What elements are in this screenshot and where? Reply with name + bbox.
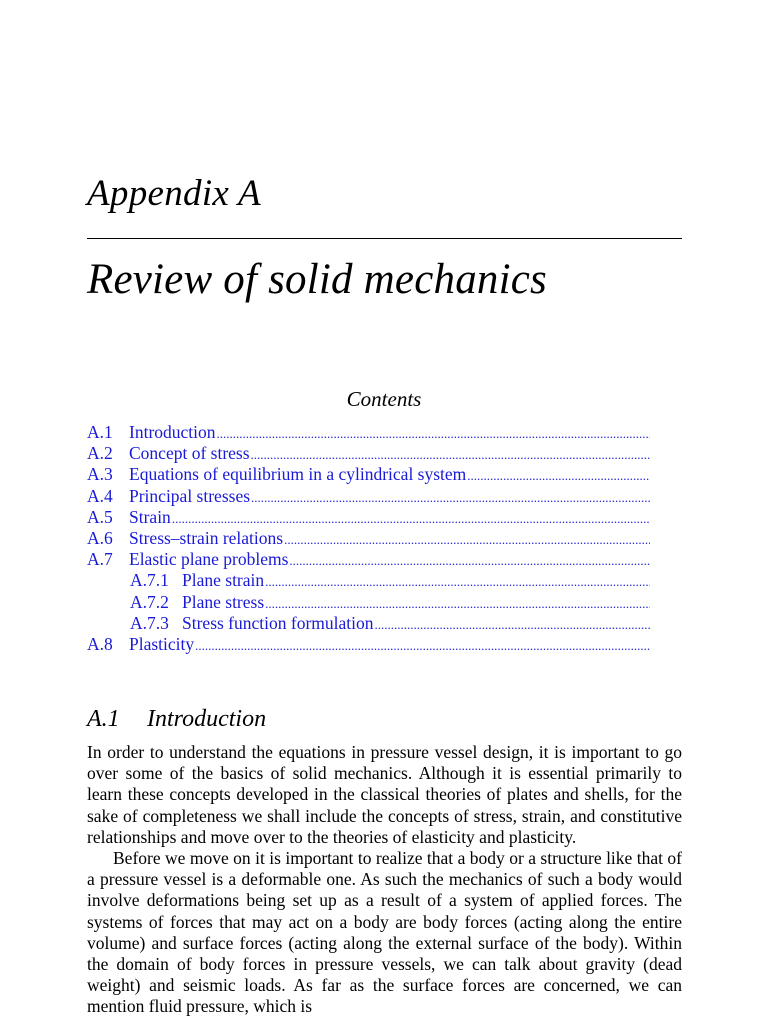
toc-entry-title: Equations of equilibrium in a cylindrical system	[129, 464, 467, 485]
toc-dot-leader	[467, 465, 650, 486]
toc-entry-number: A.8	[87, 633, 113, 654]
section-body	[87, 742, 682, 1018]
toc-entry-number: A.3	[87, 464, 113, 485]
toc-entry-title: Stress–strain relations	[129, 527, 284, 548]
toc-entry-a7-1[interactable]	[87, 570, 650, 591]
toc-entry-number: A.7	[87, 549, 113, 570]
toc-entry-number: A.5	[87, 506, 113, 527]
toc-dot-leader	[265, 571, 650, 592]
toc-dot-leader	[195, 635, 650, 656]
toc-entry-a1[interactable]	[87, 422, 650, 443]
body-paragraph: In order to understand the equations in pressure vessel design, it is important to go over some of the basics of solid mechanics. Although it is essential primarily to learn these concepts developed in the classical theories of plates and shells, for the sake of completeness we shall include the concepts of stress, strain, and constitutive relationships and move over to the theories of elasticity and plasticity.	[87, 742, 682, 847]
toc-entry-title: Introduction	[129, 422, 216, 442]
toc-dot-leader	[251, 487, 650, 508]
section-number: A.1	[87, 706, 120, 732]
section-heading	[87, 704, 266, 734]
toc-entry-number: A.7.1	[130, 570, 169, 591]
toc-entry-number: A.1	[87, 422, 113, 442]
body-paragraph: Before we move on it is important to realize that a body or a structure like that of a pressure vessel is a deformable one. As such the mechanics of such a body would involve deformations being set up as a result of a system of applied forces. The systems of forces that may act on a body are body forces (acting along the entire volume) and surface forces (acting along the external surface of the body). Within the domain of body forces in pressure vessels, we can talk about gravity (dead weight) and seismic loads. As far as the surface forces are concerned, we can mention fluid pressure, which is	[87, 848, 682, 1017]
toc-dot-leader	[265, 593, 650, 614]
toc-entry-a4[interactable]	[87, 486, 650, 507]
toc-dot-leader	[251, 444, 650, 465]
toc-dot-leader	[284, 529, 650, 550]
toc-dot-leader	[217, 423, 650, 444]
toc-entry-title: Plasticity	[129, 633, 195, 654]
table-of-contents	[87, 422, 650, 655]
toc-dot-leader	[289, 550, 650, 571]
toc-dot-leader	[172, 508, 650, 529]
title-divider	[87, 238, 682, 239]
toc-entry-a8[interactable]	[87, 634, 650, 655]
toc-entry-title: Plane stress	[182, 591, 265, 612]
toc-dot-leader	[375, 614, 650, 635]
appendix-label: Appendix A	[87, 173, 261, 214]
chapter-title: Review of solid mechanics	[87, 256, 547, 303]
toc-entry-number: A.2	[87, 443, 113, 464]
toc-entry-title: Concept of stress	[129, 443, 250, 464]
toc-entry-title: Elastic plane problems	[129, 549, 289, 570]
toc-entry-title: Principal stresses	[129, 485, 251, 506]
toc-entry-a7-3[interactable]	[87, 613, 650, 634]
toc-entry-a2[interactable]	[87, 443, 650, 464]
toc-entry-number: A.6	[87, 527, 113, 548]
contents-heading: Contents	[346, 387, 422, 411]
toc-entry-title: Plane strain	[182, 570, 265, 591]
toc-entry-a7[interactable]	[87, 549, 650, 570]
toc-entry-a3[interactable]	[87, 464, 650, 485]
toc-entry-title: Strain	[129, 506, 171, 527]
toc-entry-number: A.4	[87, 485, 113, 506]
toc-entry-number: A.7.2	[130, 591, 169, 612]
toc-entry-a5[interactable]	[87, 507, 650, 528]
section-title: Introduction	[147, 706, 267, 732]
toc-entry-a6[interactable]	[87, 528, 650, 549]
toc-entry-number: A.7.3	[130, 612, 169, 633]
toc-entry-title: Stress function formulation	[182, 612, 374, 633]
toc-entry-a7-2[interactable]	[87, 592, 650, 613]
